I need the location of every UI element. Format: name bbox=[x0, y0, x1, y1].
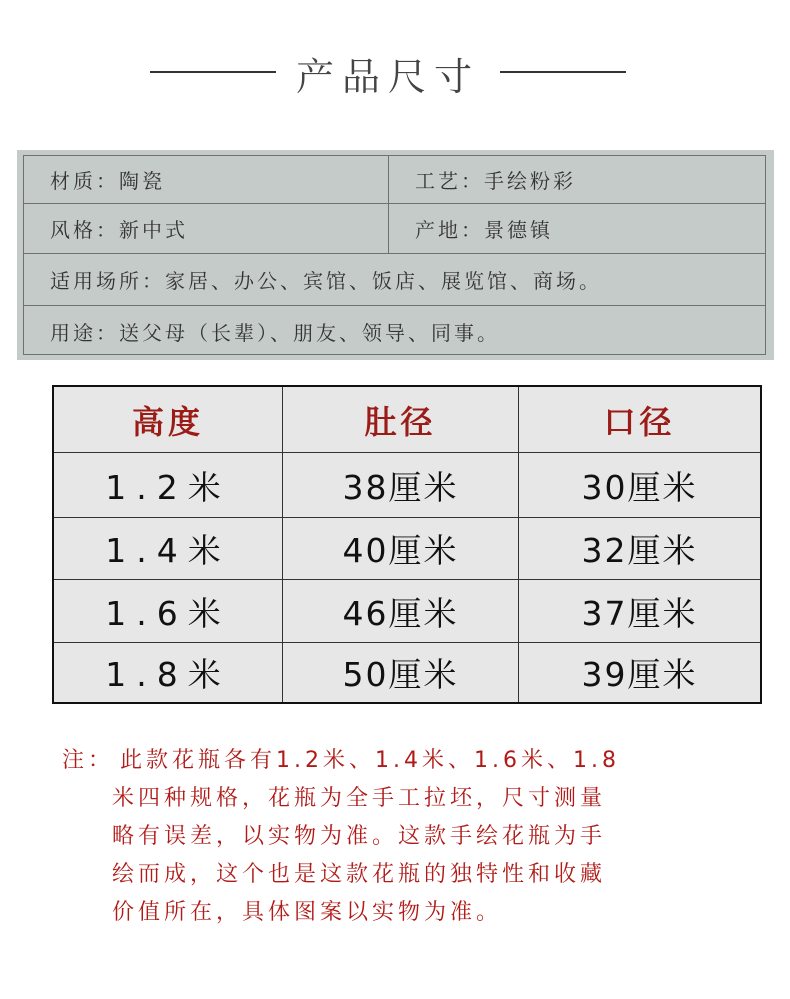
product-info-panel bbox=[17, 150, 774, 360]
belly-diameter-value: 46厘米 bbox=[282, 580, 518, 642]
spec-row bbox=[54, 643, 760, 702]
note-line: 略有误差，以实物为准。这款手绘花瓶为手 bbox=[112, 824, 607, 849]
product-info-table bbox=[23, 155, 766, 355]
belly-diameter-value: 40厘米 bbox=[282, 518, 518, 579]
style-cell: 风格：新中式 bbox=[50, 218, 188, 242]
info-row bbox=[24, 306, 765, 356]
size-spec-table bbox=[52, 385, 762, 704]
usage-cell: 用途：送父母（长辈）、朋友、领导、同事。 bbox=[50, 320, 500, 345]
spec-row bbox=[54, 518, 760, 580]
height-value: 1.8米 bbox=[105, 655, 231, 694]
belly-diameter-value: 38厘米 bbox=[282, 453, 518, 517]
note-line: 此款花瓶各有1.2米、1.4米、1.6米、1.8 bbox=[120, 748, 620, 773]
note-line: 价值所在，具体图案以实物为准。 bbox=[112, 900, 503, 925]
height-value: 1.6米 bbox=[105, 593, 231, 633]
spec-row bbox=[54, 453, 760, 518]
origin-cell: 产地：景德镇 bbox=[388, 204, 767, 253]
header-belly-diameter: 肚径 bbox=[282, 387, 518, 452]
mouth-diameter-value: 32厘米 bbox=[518, 518, 760, 579]
mouth-diameter-value: 30厘米 bbox=[518, 453, 760, 517]
note-label: 注： bbox=[62, 748, 115, 773]
material-cell: 材质：陶瓷 bbox=[50, 169, 165, 193]
height-value: 1.4米 bbox=[105, 531, 231, 570]
page-title: 产品尺寸 bbox=[295, 55, 480, 99]
section-header bbox=[0, 40, 790, 100]
info-row bbox=[24, 204, 765, 254]
mouth-diameter-value: 39厘米 bbox=[518, 643, 760, 702]
info-row bbox=[24, 156, 765, 204]
spec-header-row bbox=[54, 387, 760, 453]
places-cell: 适用场所：家居、办公、宾馆、饭店、展览馆、商场。 bbox=[50, 269, 602, 293]
mouth-diameter-value: 37厘米 bbox=[518, 580, 760, 642]
header-divider-right bbox=[500, 71, 626, 73]
note-line: 米四种规格，花瓶为全手工拉坯，尺寸测量 bbox=[112, 786, 607, 811]
info-row bbox=[24, 254, 765, 306]
header-divider-left bbox=[150, 71, 276, 73]
height-value: 1.2米 bbox=[105, 467, 231, 507]
spec-row bbox=[54, 580, 760, 643]
belly-diameter-value: 50厘米 bbox=[282, 643, 518, 702]
header-height: 高度 bbox=[131, 402, 204, 441]
note-line: 绘而成，这个也是这款花瓶的独特性和收藏 bbox=[112, 862, 607, 887]
note-text bbox=[112, 742, 702, 932]
craft-cell: 工艺：手绘粉彩 bbox=[388, 156, 767, 203]
header-mouth-diameter: 口径 bbox=[518, 387, 760, 452]
